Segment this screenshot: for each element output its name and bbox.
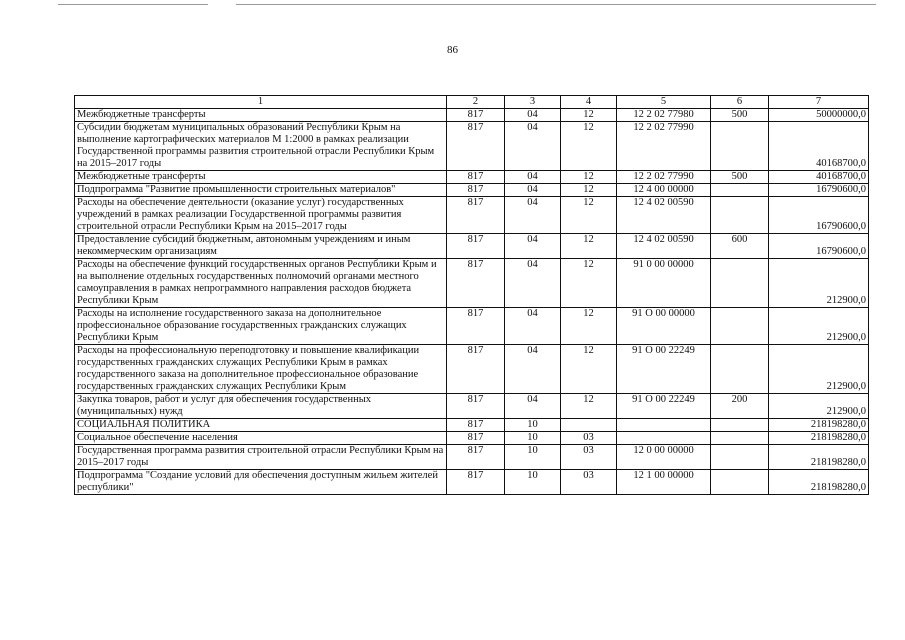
section-code: 10 bbox=[505, 432, 561, 445]
expense-name: Закупка товаров, работ и услуг для обеспечения государственных (муниципальных) нужд bbox=[75, 394, 447, 419]
expense-type-code bbox=[711, 345, 769, 394]
header-cell: 7 bbox=[769, 96, 869, 109]
table-row bbox=[75, 171, 869, 184]
subsection-code: 12 bbox=[561, 234, 617, 259]
expense-type-code: 500 bbox=[711, 109, 769, 122]
subsection-code: 03 bbox=[561, 432, 617, 445]
ministry-code: 817 bbox=[447, 122, 505, 171]
section-code: 10 bbox=[505, 470, 561, 495]
target-article-code: 12 4 02 00590 bbox=[617, 197, 711, 234]
amount: 212900,0 bbox=[769, 345, 869, 394]
section-code: 04 bbox=[505, 171, 561, 184]
amount: 218198280,0 bbox=[769, 445, 869, 470]
amount: 218198280,0 bbox=[769, 419, 869, 432]
header-cell: 5 bbox=[617, 96, 711, 109]
amount: 40168700,0 bbox=[769, 122, 869, 171]
ministry-code: 817 bbox=[447, 109, 505, 122]
expense-type-code: 600 bbox=[711, 234, 769, 259]
target-article-code bbox=[617, 419, 711, 432]
section-code: 04 bbox=[505, 122, 561, 171]
subsection-code bbox=[561, 419, 617, 432]
table-row bbox=[75, 234, 869, 259]
header-cell: 6 bbox=[711, 96, 769, 109]
table-row bbox=[75, 308, 869, 345]
target-article-code: 12 0 00 00000 bbox=[617, 445, 711, 470]
expense-name: Предоставление субсидий бюджетным, автономным учреждениям и иным некоммерческим организациям bbox=[75, 234, 447, 259]
section-code: 10 bbox=[505, 419, 561, 432]
target-article-code: 12 1 00 00000 bbox=[617, 470, 711, 495]
expense-name: Расходы на обеспечение деятельности (оказание услуг) государственных учреждений в рамках реализации Государственной программы развития строительной отрасли Республики Крым на 2015–2017 годы bbox=[75, 197, 447, 234]
expense-name: Межбюджетные трансферты bbox=[75, 109, 447, 122]
subsection-code: 12 bbox=[561, 184, 617, 197]
section-code: 04 bbox=[505, 345, 561, 394]
ministry-code: 817 bbox=[447, 345, 505, 394]
expense-type-code bbox=[711, 419, 769, 432]
target-article-code: 12 2 02 77990 bbox=[617, 122, 711, 171]
ministry-code: 817 bbox=[447, 308, 505, 345]
subsection-code: 12 bbox=[561, 259, 617, 308]
header-cell: 4 bbox=[561, 96, 617, 109]
target-article-code: 12 2 02 77990 bbox=[617, 171, 711, 184]
expense-type-code bbox=[711, 184, 769, 197]
ministry-code: 817 bbox=[447, 171, 505, 184]
header-cell: 1 bbox=[75, 96, 447, 109]
ministry-code: 817 bbox=[447, 259, 505, 308]
expense-name: Подпрограмма "Создание условий для обеспечения доступным жильем жителей республики" bbox=[75, 470, 447, 495]
table-row bbox=[75, 345, 869, 394]
target-article-code bbox=[617, 432, 711, 445]
section-code: 04 bbox=[505, 184, 561, 197]
table-row bbox=[75, 122, 869, 171]
target-article-code: 12 4 00 00000 bbox=[617, 184, 711, 197]
target-article-code: 91 О 00 00000 bbox=[617, 308, 711, 345]
target-article-code: 91 0 00 00000 bbox=[617, 259, 711, 308]
amount: 212900,0 bbox=[769, 259, 869, 308]
expense-name: Расходы на профессиональную переподготовку и повышение квалификации государственных гражданских служащих Республики Крым в рамках государственного заказа на дополнительное профессиональное образование государственных гражданских служащих Республики Крым bbox=[75, 345, 447, 394]
table-row bbox=[75, 394, 869, 419]
section-code: 04 bbox=[505, 259, 561, 308]
expense-name: Расходы на исполнение государственного заказа на дополнительное профессиональное образование государственных гражданских служащих Республики Крым bbox=[75, 308, 447, 345]
table-row bbox=[75, 197, 869, 234]
expense-type-code bbox=[711, 122, 769, 171]
amount: 16790600,0 bbox=[769, 197, 869, 234]
subsection-code: 12 bbox=[561, 308, 617, 345]
table-header-row bbox=[75, 96, 869, 109]
expense-name: Расходы на обеспечение функций государственных органов Республики Крым и на выполнение отдельных государственных полномочий органами местного самоуправления в рамках непрограммного направления расходов бюджета Республики Крым bbox=[75, 259, 447, 308]
subsection-code: 12 bbox=[561, 394, 617, 419]
expense-name: Социальное обеспечение населения bbox=[75, 432, 447, 445]
amount: 212900,0 bbox=[769, 308, 869, 345]
scan-line-left bbox=[58, 4, 208, 5]
subsection-code: 12 bbox=[561, 171, 617, 184]
table-row bbox=[75, 432, 869, 445]
subsection-code: 12 bbox=[561, 109, 617, 122]
table-row bbox=[75, 470, 869, 495]
target-article-code: 91 О 00 22249 bbox=[617, 345, 711, 394]
amount: 16790600,0 bbox=[769, 184, 869, 197]
section-code: 04 bbox=[505, 394, 561, 419]
section-code: 10 bbox=[505, 445, 561, 470]
amount: 40168700,0 bbox=[769, 171, 869, 184]
header-cell: 3 bbox=[505, 96, 561, 109]
amount: 16790600,0 bbox=[769, 234, 869, 259]
table-row bbox=[75, 419, 869, 432]
section-code: 04 bbox=[505, 197, 561, 234]
ministry-code: 817 bbox=[447, 234, 505, 259]
header-cell: 2 bbox=[447, 96, 505, 109]
amount: 218198280,0 bbox=[769, 470, 869, 495]
section-code: 04 bbox=[505, 308, 561, 345]
expense-name: Государственная программа развития строительной отрасли Республики Крым на 2015–2017 годы bbox=[75, 445, 447, 470]
expense-name: Межбюджетные трансферты bbox=[75, 171, 447, 184]
scan-line-right bbox=[236, 4, 876, 5]
section-code: 04 bbox=[505, 234, 561, 259]
expense-type-code bbox=[711, 259, 769, 308]
subsection-code: 03 bbox=[561, 470, 617, 495]
table-row bbox=[75, 445, 869, 470]
amount: 212900,0 bbox=[769, 394, 869, 419]
expense-type-code bbox=[711, 445, 769, 470]
expense-name: Субсидии бюджетам муниципальных образований Республики Крым на выполнение картографических материалов М 1:2000 в рамках реализации Государственной программы развития строительной отрасли Республики Крым на 2015–2017 годы bbox=[75, 122, 447, 171]
target-article-code: 91 О 00 22249 bbox=[617, 394, 711, 419]
expense-type-code: 200 bbox=[711, 394, 769, 419]
subsection-code: 12 bbox=[561, 197, 617, 234]
expense-name: Подпрограмма "Развитие промышленности строительных материалов" bbox=[75, 184, 447, 197]
table-row bbox=[75, 184, 869, 197]
subsection-code: 12 bbox=[561, 122, 617, 171]
page-number: 86 bbox=[447, 44, 458, 56]
ministry-code: 817 bbox=[447, 470, 505, 495]
expense-name: СОЦИАЛЬНАЯ ПОЛИТИКА bbox=[75, 419, 447, 432]
amount: 218198280,0 bbox=[769, 432, 869, 445]
table-row bbox=[75, 259, 869, 308]
ministry-code: 817 bbox=[447, 445, 505, 470]
target-article-code: 12 2 02 77980 bbox=[617, 109, 711, 122]
ministry-code: 817 bbox=[447, 432, 505, 445]
budget-table bbox=[74, 95, 869, 495]
ministry-code: 817 bbox=[447, 419, 505, 432]
expense-type-code: 500 bbox=[711, 171, 769, 184]
section-code: 04 bbox=[505, 109, 561, 122]
expense-type-code bbox=[711, 432, 769, 445]
expense-type-code bbox=[711, 470, 769, 495]
expense-type-code bbox=[711, 308, 769, 345]
ministry-code: 817 bbox=[447, 197, 505, 234]
subsection-code: 03 bbox=[561, 445, 617, 470]
target-article-code: 12 4 02 00590 bbox=[617, 234, 711, 259]
subsection-code: 12 bbox=[561, 345, 617, 394]
ministry-code: 817 bbox=[447, 184, 505, 197]
amount: 50000000,0 bbox=[769, 109, 869, 122]
ministry-code: 817 bbox=[447, 394, 505, 419]
table-row bbox=[75, 109, 869, 122]
expense-type-code bbox=[711, 197, 769, 234]
